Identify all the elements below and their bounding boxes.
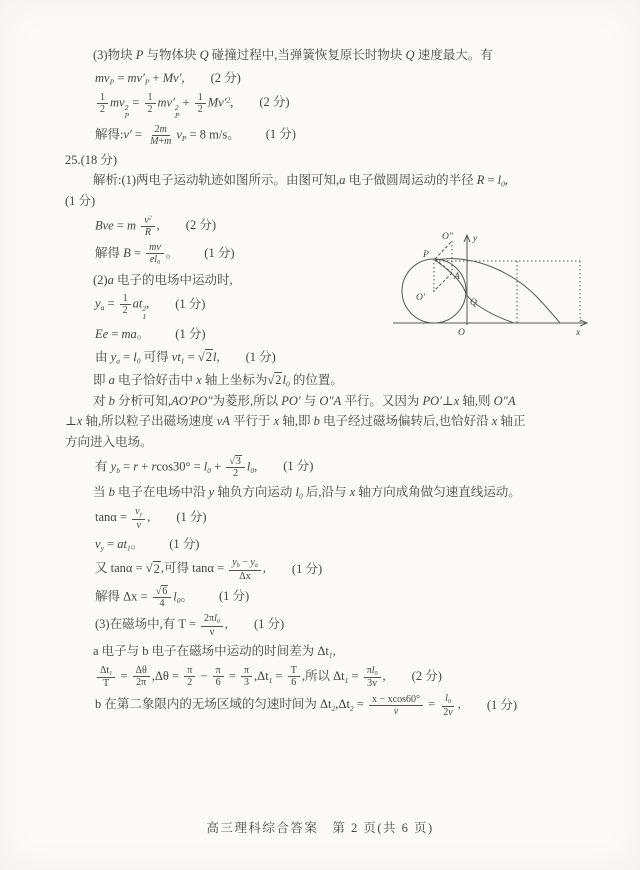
label-p: P xyxy=(423,250,429,260)
label-x-axis: x xyxy=(576,328,581,338)
trajectory-b xyxy=(435,260,514,323)
guide-dotted-lines xyxy=(434,241,580,323)
text-line: (1 分) xyxy=(65,194,96,209)
text-line: tanα = $\frac{v_y}{v}$ , (1 分) xyxy=(95,505,207,531)
text-line: b 在第二象限内的无场区域的匀速时间为 $\Delta t_2,\Delta t_2$ = $\frac{x - xcos60^\circ}{v}$ = $\frac{l_0}{2v}$ , (1 分) xyxy=(95,693,518,718)
y-axis xyxy=(464,235,470,325)
text-line: 又 tanα = √2,可得 tanα = $\frac{y_b - y_a}{\Delta x}$ , (1 分) xyxy=(95,557,323,583)
text-line: Bve = m $\frac{v^2}{R}$ , (2 分) xyxy=(95,214,216,238)
text-line: $y_a$ = $\frac{1}{2}$ at 2 1 , (1 分) xyxy=(95,293,206,322)
text-line: 即 a 电子恰好击中 x 轴上坐标为$√2l_0$ 的位置。 xyxy=(93,372,343,389)
content-lines xyxy=(0,44,640,722)
text-line: $v_y = at_1$。 (1 分) xyxy=(95,536,200,553)
text-line: 解析:(1)两电子运动轨迹如图所示。由图可知,a 电子做圆周运动的半径 $R = l_0$, xyxy=(93,173,509,189)
text-line: (3)在磁场中,有 T = $\frac{2\pi l_0}{v}$ , (1 分) xyxy=(95,613,285,638)
label-a: A xyxy=(454,272,460,282)
text-line: 由 $y_a = l_0$ 可得 $vt_1 = √2l$, (1 分) xyxy=(95,349,276,366)
text-line: 方向进入电场。 xyxy=(65,435,153,450)
text-line: 解得 B = $\frac{mv}{el_0}$ 。 (1 分) xyxy=(95,241,235,266)
text-line: 当 b 电子在电场中沿 y 轴负方向运动 $l_0$ 后,沿与 x 轴方向成角做匀速直线运动。 xyxy=(93,484,521,501)
label-q: Q xyxy=(470,298,477,308)
label-o-double-prime: O″ xyxy=(442,232,453,242)
text-line: $\frac{\Delta t_1}{T}$ = $\frac{\Delta\theta}{2\pi}$ ,Δθ = $\frac{\pi}{2}$ − $\frac{\pi}{6}$ = $\frac{\pi}{3}$ $,\Delta t_1$ = $\frac{T}{6}$ ,所以 $\Delta t_1$ = $\frac{\pi l_0}{3v}$ , (2 分) xyxy=(95,665,622,690)
page-footer: 高三理科综合答案 第 2 页(共 6 页) xyxy=(206,821,434,835)
trajectory-a xyxy=(435,259,560,323)
text-line: Ee = ma。 (1 分) xyxy=(95,327,206,342)
text-line: ⊥x 轴,所以粒子出磁场速度 vA 平行于 x 轴,即 b 电子经过磁场偏转后,也恰好沿 x 轴正 xyxy=(65,414,526,429)
text-line: (2)a 电子的电场中运动时, xyxy=(93,272,233,287)
text-line: (3)物块 P 与物体块 Q 碰撞过程中,当弹簧恢复原长时物块 Q 速度最大。有 xyxy=(93,48,493,62)
text-line: 解得:v′ = $\frac{2m}{M+m}$ $v_P = 8$ m/s。 (1 分) xyxy=(95,123,296,147)
label-origin: O xyxy=(458,328,465,338)
label-o-prime: O′ xyxy=(416,293,425,303)
text-line: 解得 Δx = $\frac{√6}{4}$ $l_0$。 (1 分) xyxy=(95,586,250,610)
text-line: 有 $y_b = r + rcos30^\circ = l_0$ + $\frac{√3}{2}$ $l_0$, (1 分) xyxy=(95,455,314,479)
text-line: 25.(18 分) xyxy=(65,152,118,167)
text-line: a 电子与 b 电子在磁场中运动的时间差为 $\Delta t_1$, xyxy=(93,643,336,660)
label-y-axis: y xyxy=(473,234,478,244)
trajectory-diagram xyxy=(390,226,595,348)
text-line: $\frac{1}{2}$ mv 2 P = $\frac{1}{2}$ mv′ 2 P + $\frac{1}{2}$ $Mv'^2$, (2 分) xyxy=(95,92,622,120)
text-line: $mv_P = mv'_P + Mv'$, (2 分) xyxy=(95,70,241,87)
text-line: 对 b 分析可知,AO′PO″为菱形,所以 PO′ 与 O″A 平行。又因为 PO′⊥x 轴,则 O″A xyxy=(93,393,516,408)
